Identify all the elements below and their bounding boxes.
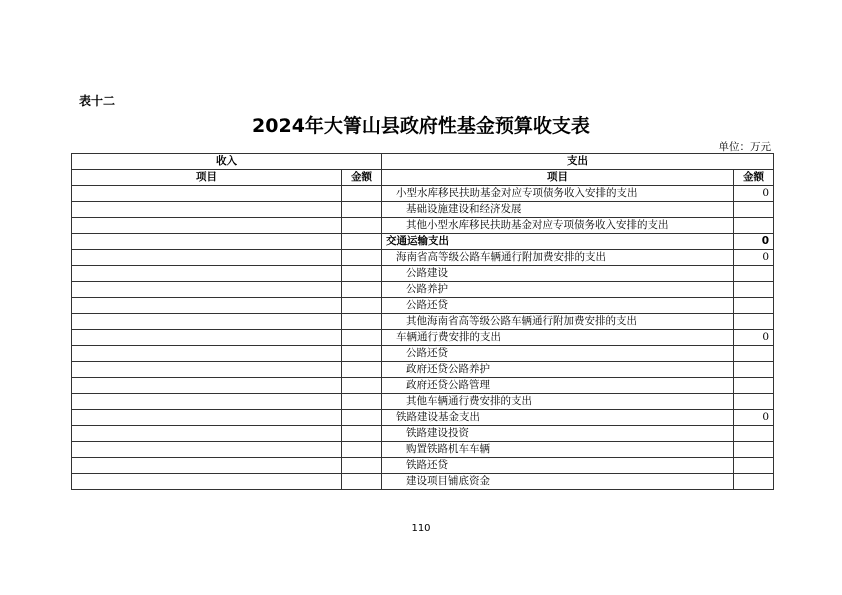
income-amount-cell [342,282,382,298]
table-label: 表十二 [79,94,116,108]
expense-amount-cell [734,298,774,314]
expense-item-cell: 公路还贷 [382,298,734,314]
income-item-cell [72,330,342,346]
income-amount-cell [342,442,382,458]
expense-amount-cell [734,314,774,330]
expense-header: 支出 [382,154,774,170]
income-item-cell [72,218,342,234]
expense-amount-cell [734,218,774,234]
expense-item-cell: 铁路建设投资 [382,426,734,442]
income-amount-cell [342,202,382,218]
income-amount-col-header: 金额 [342,170,382,186]
expense-amount-cell: 0 [734,186,774,202]
income-amount-cell [342,378,382,394]
table-column-header-row [72,170,774,186]
expense-amount-col-header: 金额 [734,170,774,186]
income-item-cell [72,298,342,314]
income-amount-cell [342,218,382,234]
unit-label: 单位：万元 [718,141,771,153]
expense-amount-cell: 0 [734,250,774,266]
table-row [72,442,774,458]
expense-item-cell: 其他海南省高等级公路车辆通行附加费安排的支出 [382,314,734,330]
expense-item-cell: 公路建设 [382,266,734,282]
income-item-cell [72,250,342,266]
income-amount-cell [342,362,382,378]
expense-amount-cell [734,394,774,410]
table-row [72,346,774,362]
expense-item-cell: 公路养护 [382,282,734,298]
income-amount-cell [342,394,382,410]
expense-item-cell: 交通运输支出 [382,234,734,250]
table-group-header-row [72,154,774,170]
table-row [72,266,774,282]
income-amount-cell [342,346,382,362]
table-row [72,314,774,330]
income-item-cell [72,186,342,202]
income-item-cell [72,282,342,298]
table-row [72,250,774,266]
income-amount-cell [342,186,382,202]
expense-item-cell: 政府还贷公路管理 [382,378,734,394]
expense-item-cell: 铁路建设基金支出 [382,410,734,426]
income-item-col-header: 项目 [72,170,342,186]
income-item-cell [72,458,342,474]
table-row [72,202,774,218]
table-row [72,298,774,314]
table-row [72,378,774,394]
income-item-cell [72,362,342,378]
income-item-cell [72,426,342,442]
expense-item-cell: 海南省高等级公路车辆通行附加费安排的支出 [382,250,734,266]
income-amount-cell [342,250,382,266]
income-amount-cell [342,266,382,282]
expense-amount-cell [734,458,774,474]
expense-item-cell: 政府还贷公路养护 [382,362,734,378]
expense-amount-cell [734,282,774,298]
income-amount-cell [342,410,382,426]
income-item-cell [72,202,342,218]
expense-amount-cell: 0 [734,234,774,250]
table-body [72,186,774,490]
table-row [72,410,774,426]
expense-item-cell: 建设项目铺底资金 [382,474,734,490]
expense-item-cell: 车辆通行费安排的支出 [382,330,734,346]
page-number: 110 [411,523,431,534]
expense-amount-cell: 0 [734,330,774,346]
table-row [72,458,774,474]
income-amount-cell [342,458,382,474]
income-item-cell [72,378,342,394]
income-item-cell [72,394,342,410]
income-item-cell [72,314,342,330]
expense-item-cell: 其他小型水库移民扶助基金对应专项债务收入安排的支出 [382,218,734,234]
expense-amount-cell [734,346,774,362]
income-amount-cell [342,474,382,490]
income-amount-cell [342,314,382,330]
expense-item-cell: 基础设施建设和经济发展 [382,202,734,218]
income-amount-cell [342,298,382,314]
budget-table [71,153,774,490]
income-item-cell [72,442,342,458]
table-row [72,362,774,378]
income-item-cell [72,266,342,282]
income-amount-cell [342,234,382,250]
table-row [72,282,774,298]
expense-item-cell: 铁路还贷 [382,458,734,474]
expense-item-cell: 小型水库移民扶助基金对应专项债务收入安排的支出 [382,186,734,202]
table-row [72,218,774,234]
expense-amount-cell: 0 [734,410,774,426]
expense-item-cell: 其他车辆通行费安排的支出 [382,394,734,410]
page-title: 2024年大箐山县政府性基金预算收支表 [252,115,590,137]
income-item-cell [72,410,342,426]
table-row [72,186,774,202]
table-row [72,426,774,442]
expense-amount-cell [734,474,774,490]
table-row [72,474,774,490]
income-item-cell [72,234,342,250]
income-header: 收入 [72,154,382,170]
expense-amount-cell [734,202,774,218]
income-amount-cell [342,330,382,346]
income-item-cell [72,474,342,490]
expense-item-cell: 购置铁路机车车辆 [382,442,734,458]
table-row [72,234,774,250]
expense-amount-cell [734,442,774,458]
table-row [72,330,774,346]
expense-amount-cell [734,266,774,282]
expense-amount-cell [734,426,774,442]
income-amount-cell [342,426,382,442]
income-item-cell [72,346,342,362]
expense-item-cell: 公路还贷 [382,346,734,362]
expense-amount-cell [734,378,774,394]
table-row [72,394,774,410]
expense-item-col-header: 项目 [382,170,734,186]
expense-amount-cell [734,362,774,378]
